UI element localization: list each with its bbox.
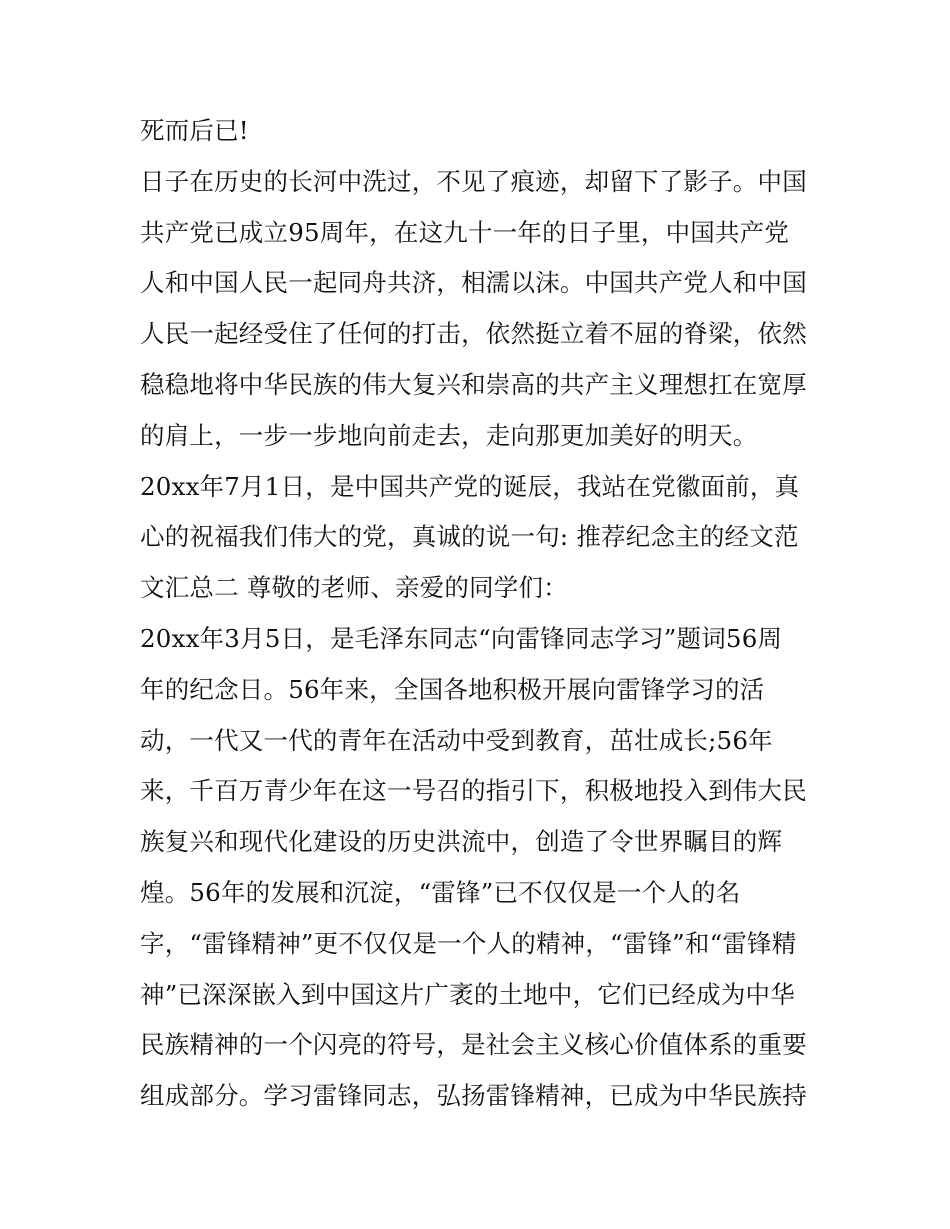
text-line-8: 20xx年7月1日，是中国共产党的诞辰，我站在党徽面前，真: [140, 471, 800, 501]
text-line-7: 的肩上，一步一步地向前走去，走向那更加美好的明天。: [140, 420, 758, 450]
text-line-20: 组成部分。学习雷锋同志，弘扬雷锋精神，已成为中华民族持: [140, 1081, 807, 1111]
text-line-12: 年的纪念日。56年来，全国各地积极开展向雷锋学习的活: [140, 674, 765, 704]
text-line-13: 动，一代又一代的青年在活动中受到教育，茁壮成长;56年: [140, 725, 773, 755]
body-text: [140, 106, 830, 1122]
text-line-16: 煌。56年的发展和沉淀，“雷锋”已不仅仅是一个人的名: [140, 877, 741, 907]
text-line-19: 民族精神的一个闪亮的符号，是社会主义核心价值体系的重要: [140, 1030, 807, 1060]
text-line-14: 来，千百万青少年在这一号召的指引下，积极地投入到伟大民: [140, 776, 807, 806]
text-line-5: 人民一起经受住了任何的打击，依然挺立着不屈的脊梁，依然: [140, 319, 807, 349]
text-line-9: 心的祝福我们伟大的党，真诚的说一句: 推荐纪念主的经文范: [140, 522, 799, 552]
text-line-15: 族复兴和现代化建设的历史洪流中，创造了令世界瞩目的辉: [140, 827, 783, 857]
text-line-2: 日子在历史的长河中洗过，不见了痕迹，却留下了影子。中国: [140, 166, 807, 196]
text-line-10: 文汇总二 尊敬的老师、亲爱的同学们：: [140, 573, 568, 603]
text-line-4: 人和中国人民一起同舟共济，相濡以沫。中国共产党人和中国: [140, 268, 807, 298]
text-line-17: 字，“雷锋精神”更不仅仅是一个人的精神，“雷锋”和“雷锋精: [140, 928, 797, 958]
text-line-6: 稳稳地将中华民族的伟大复兴和崇高的共产主义理想扛在宽厚: [140, 369, 807, 399]
text-line-11: 20xx年3月5日，是毛泽东同志“向雷锋同志学习”题词56周: [140, 623, 783, 653]
text-line-18: 神”已深深嵌入到中国这片广袤的土地中，它们已经成为中华: [140, 979, 795, 1009]
text-line-3: 共产党已成立95周年，在这九十一年的日子里，中国共产党: [140, 217, 790, 247]
text-line-1: 死而后已!: [140, 116, 249, 145]
